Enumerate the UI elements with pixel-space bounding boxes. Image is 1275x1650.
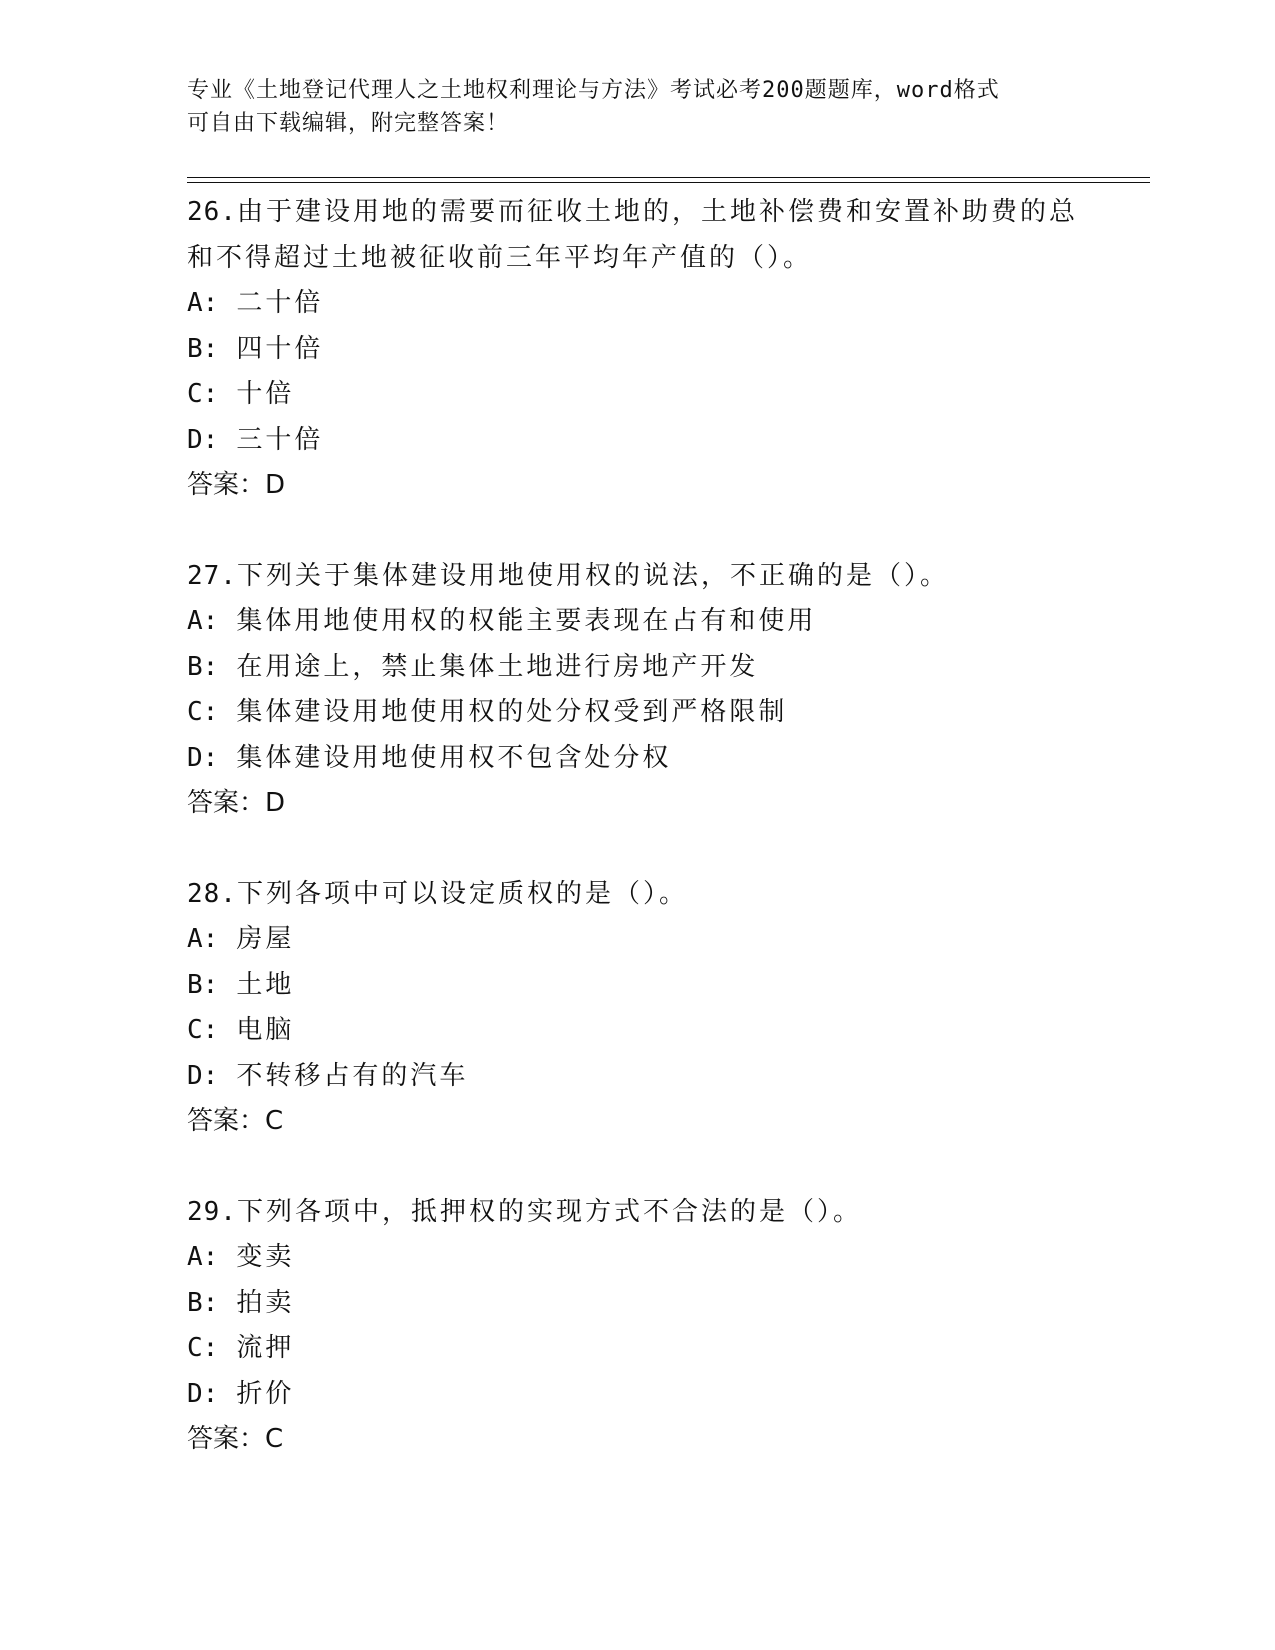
answer-label: 答案： [187,470,266,500]
header-rule-bottom [187,182,1150,183]
header-title-line-1: 专业《土地登记代理人之土地权利理论与方法》考试必考200题题库，word格式 [187,78,1000,103]
option-key: B: [187,969,219,1000]
option-text: 房屋 [236,924,295,954]
option-text: 变卖 [236,1242,295,1272]
option-b [187,1281,1117,1327]
answer-value: D [265,470,286,500]
option-key: D: [187,1378,219,1409]
option-b [187,963,1117,1009]
option-key: C: [187,1333,219,1363]
option-text: 四十倍 [236,333,324,364]
question-number: 27. [187,560,237,591]
option-key: B: [187,651,219,682]
option-text: 集体建设用地使用权不包含处分权 [236,742,672,773]
answer-label: 答案： [187,788,266,818]
question-28 [187,872,1117,1145]
option-d [187,736,1117,782]
option-key: C: [187,1015,219,1045]
option-text: 二十倍 [236,288,324,318]
option-key: D: [187,742,219,773]
question-stem-text: 下列关于集体建设用地使用权的说法，不正确的是（）。 [236,560,949,591]
option-key: A: [187,1242,219,1272]
document-header [187,74,1067,140]
option-a [187,281,1117,327]
option-b [187,327,1117,373]
option-b [187,645,1117,691]
option-key: C: [187,697,219,727]
header-title-line-2: 可自由下载编辑，附完整答案！ [187,111,510,136]
answer [187,1417,1117,1463]
question-list [187,190,1117,1463]
option-a [187,599,1117,645]
option-text: 三十倍 [236,424,324,455]
option-key: D: [187,1060,219,1091]
option-text: 折价 [236,1378,295,1409]
answer-label: 答案： [187,1106,266,1136]
option-d [187,1372,1117,1418]
answer [187,1099,1117,1145]
answer [187,463,1117,509]
question-stem-text: 下列各项中，抵押权的实现方式不合法的是（）。 [236,1196,862,1227]
question-stem [187,872,1117,918]
answer-label: 答案： [187,1424,266,1454]
option-text: 集体建设用地使用权的处分权受到严格限制 [236,697,788,727]
answer [187,781,1117,827]
option-a [187,1235,1117,1281]
option-key: B: [187,333,219,364]
option-text: 集体用地使用权的权能主要表现在占有和使用 [236,606,817,636]
answer-value: C [265,1424,284,1454]
question-number: 29. [187,1196,237,1227]
option-text: 流押 [236,1333,295,1363]
option-a [187,917,1117,963]
option-c [187,1008,1117,1054]
question-stem [187,554,1117,600]
question-stem-continued: 和不得超过土地被征收前三年平均年产值的（）。 [187,242,813,273]
option-key: B: [187,1287,219,1318]
option-key: A: [187,924,219,954]
option-d [187,1054,1117,1100]
question-number: 28. [187,878,237,909]
option-text: 不转移占有的汽车 [236,1060,469,1091]
question-number: 26. [187,197,237,227]
option-text: 在用途上，禁止集体土地进行房地产开发 [236,651,759,682]
question-29 [187,1190,1117,1463]
header-rule-top [187,177,1150,178]
question-stem [187,1190,1117,1236]
question-27 [187,554,1117,827]
question-stem-text: 由于建设用地的需要而征收土地的，土地补偿费和安置补助费的总 [236,197,1078,227]
question-stem-text: 下列各项中可以设定质权的是（）。 [236,878,688,909]
answer-value: C [265,1106,284,1136]
question-26 [187,190,1117,509]
option-text: 土地 [236,969,295,1000]
option-key: D: [187,424,219,455]
option-key: C: [187,379,219,409]
question-stem [187,190,1117,236]
option-c [187,372,1117,418]
option-key: A: [187,606,219,636]
answer-value: D [265,788,286,818]
option-text: 拍卖 [236,1287,295,1318]
option-d [187,418,1117,464]
option-c [187,1326,1117,1372]
option-key: A: [187,288,219,318]
option-text: 电脑 [236,1015,295,1045]
option-text: 十倍 [236,379,295,409]
option-c [187,690,1117,736]
